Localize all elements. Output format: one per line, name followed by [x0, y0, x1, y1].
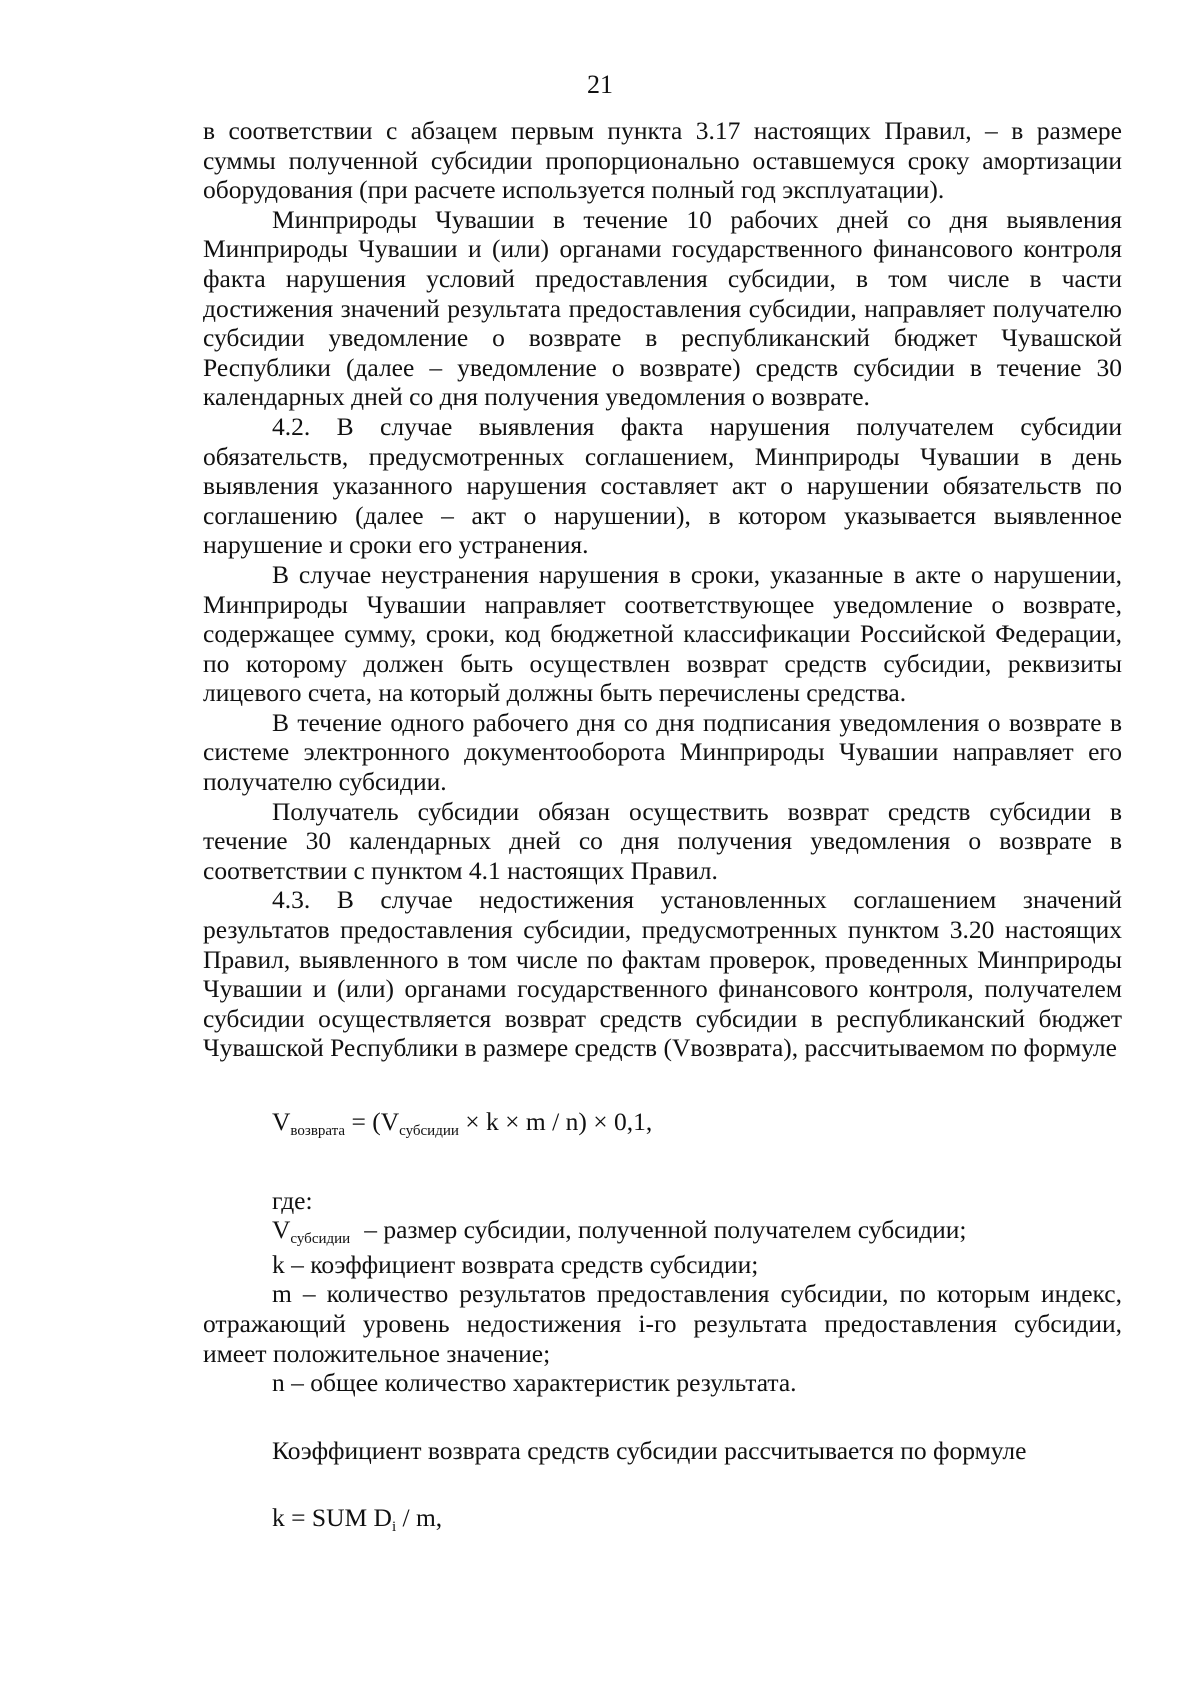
formula-lhs-var: V [272, 1107, 291, 1136]
formula-eq-open: = (V [345, 1107, 400, 1136]
paragraph-non-elimination: В случае неустранения нарушения в сроки, указанные в акте о нарушении, Минприроды Чувашии направляет соответствующее уведомление о возврате, содержащее сумму, сроки, код бюджетной классификации Российской Федерации, по которому должен быть осуществлен возврат средств субсидии, реквизиты лицевого счета, на который должны быть перечислены средства. [203, 559, 1122, 708]
paragraph-4-3: 4.3. В случае недостижения установленных соглашением значений результатов предоставления субсидии, предусмотренных пунктом 3.20 настоящих Правил, выявленного в том числе по фактам проверок, проведенных Минприроды Чувашии и (или) органами государственного финансового контроля, получателем субсидии осуществляется возврат средств субсидии в республиканский бюджет Чувашской Республики в размере средств (Vвозврата), рассчитываемом по формуле [203, 885, 1122, 1063]
variable-m: m – количество результатов предоставления субсидии, по которым индекс, отражающий уровень недостижения i-го результата предоставления субсидии, имеет положительное значение; [203, 1279, 1122, 1368]
formula-k-rest: / m, [396, 1503, 443, 1533]
var-v-symbol: V [272, 1215, 291, 1245]
paragraph-recipient-obligation: Получатель субсидии обязан осуществить возврат средств субсидии в течение 30 календарных дней со дня получения уведомления о возврате в соответствии с пунктом 4.1 настоящих Правил. [203, 796, 1122, 885]
formula-k [203, 1503, 1122, 1538]
variable-k: k – коэффициент возврата средств субсидии; [272, 1249, 759, 1279]
formula-k-sub: i [391, 1519, 397, 1536]
paragraph-violation-notice: Минприроды Чувашии в течение 10 рабочих дней со дня выявления Минприроды Чувашии и (или) органами государственного финансового контроля факта нарушения условий предоставления субсидии, в том числе в части достижения значений результата предоставления субсидии, направляет получателю субсидии уведомление о возврате в республиканский бюджет Чувашской Республики (далее – уведомление о возврате) средств субсидии в течение 30 календарных дней со дня получения уведомления о возврате. [203, 204, 1122, 412]
formula-k-lhs: k = SUM D [272, 1503, 392, 1533]
variable-v-subsidy [203, 1215, 1122, 1250]
coefficient-intro: Коэффициент возврата средств субсидии рассчитывается по формуле [272, 1435, 1027, 1465]
var-v-sub: субсидии [290, 1231, 351, 1248]
var-v-desc: – размер субсидии, полученной получателем субсидии; [364, 1215, 967, 1245]
paragraph-return-amount: в соответствии с абзацем первым пункта 3.17 настоящих Правил, – в размере суммы полученной субсидии пропорционально оставшемуся сроку амортизации оборудования (при расчете используется полный год эксплуатации). [203, 116, 1122, 205]
formula-rest: × k × m / n) × 0,1, [458, 1107, 653, 1136]
page-number: 21 [587, 70, 613, 99]
variable-n: n – общее количество характеристик результата. [272, 1368, 797, 1398]
paragraph-edo-notice: В течение одного рабочего дня со дня подписания уведомления о возврате в системе электронного документооборота Минприроды Чувашии направляет его получателю субсидии. [203, 707, 1122, 797]
document-body [203, 116, 1122, 1538]
formula-v-return [203, 1107, 1122, 1142]
where-label: где: [272, 1185, 313, 1215]
formula-inner-sub: субсидии [399, 1123, 459, 1139]
paragraph-4-2: 4.2. В случае выявления факта нарушения получателем субсидии обязательств, предусмотренных соглашением, Минприроды Чувашии в день выявления указанного нарушения составляет акт о нарушении обязательств по соглашению (далее – акт о нарушении), в котором указывается выявленное нарушение и сроки его устранения. [203, 411, 1122, 560]
formula-lhs-sub: возврата [290, 1123, 346, 1139]
